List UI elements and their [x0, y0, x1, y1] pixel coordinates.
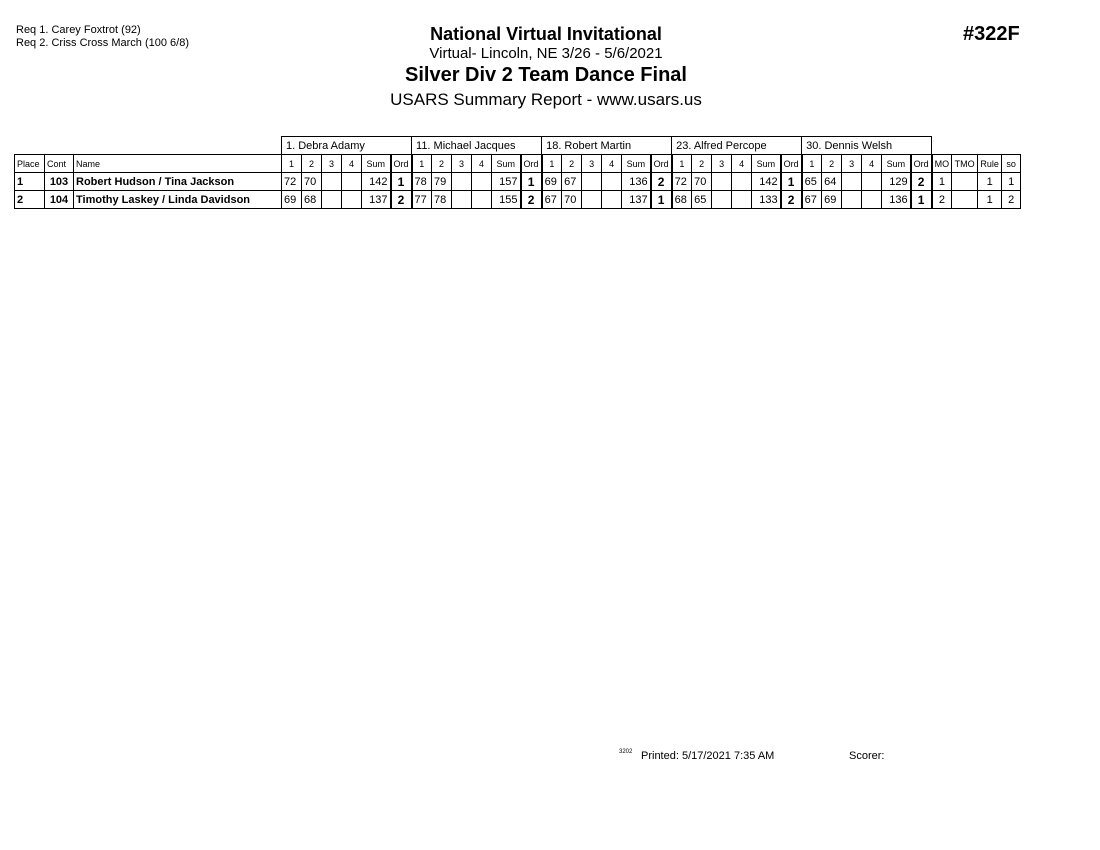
column-header: 1	[802, 155, 822, 173]
column-header: 2	[692, 155, 712, 173]
score-cell: 68	[672, 191, 692, 209]
ordinal-cell: 1	[911, 191, 932, 209]
summary-table	[14, 136, 1021, 209]
ordinal-cell: 1	[651, 191, 672, 209]
column-header: Ord	[911, 155, 932, 173]
sum-cell: 133	[752, 191, 781, 209]
column-header: Sum	[622, 155, 651, 173]
score-cell: 68	[302, 191, 322, 209]
column-header: 2	[432, 155, 452, 173]
score-cell	[472, 173, 492, 191]
event-number: #322F	[963, 23, 1020, 45]
judge-header-row	[15, 137, 1021, 155]
contestant-number-cell: 103	[45, 173, 74, 191]
ordinal-cell: 2	[651, 173, 672, 191]
column-header: MO	[932, 155, 952, 173]
score-cell: 77	[412, 191, 432, 209]
tally-cell: 2	[1002, 191, 1021, 209]
judge-name: 1. Debra Adamy	[282, 137, 412, 155]
sum-cell: 129	[882, 173, 911, 191]
judge-name: 30. Dennis Welsh	[802, 137, 932, 155]
column-header: 2	[822, 155, 842, 173]
table-row	[15, 173, 1021, 191]
ordinal-cell: 1	[521, 173, 542, 191]
requirement-1: Req 1. Carey Foxtrot (92)	[16, 24, 141, 36]
sum-cell: 157	[492, 173, 521, 191]
score-cell	[582, 173, 602, 191]
report-title: USARS Summary Report - www.usars.us	[390, 90, 702, 109]
score-cell	[842, 173, 862, 191]
column-header: Ord	[781, 155, 802, 173]
column-header: 3	[452, 155, 472, 173]
score-cell	[712, 173, 732, 191]
column-header: 4	[862, 155, 882, 173]
column-header: 4	[602, 155, 622, 173]
printed-timestamp: Printed: 5/17/2021 7:35 AM	[641, 750, 775, 762]
column-header: TMO	[952, 155, 978, 173]
column-header: 4	[732, 155, 752, 173]
judge-name: 23. Alfred Percope	[672, 137, 802, 155]
tally-cell	[952, 173, 978, 191]
score-cell: 64	[822, 173, 842, 191]
tally-cell: 1	[932, 173, 952, 191]
column-header: Sum	[882, 155, 911, 173]
column-header: Sum	[492, 155, 521, 173]
column-header: Cont	[45, 155, 74, 173]
ordinal-cell: 1	[391, 173, 412, 191]
tally-cell: 1	[978, 191, 1002, 209]
sum-cell: 142	[752, 173, 781, 191]
column-header: 1	[412, 155, 432, 173]
ordinal-cell: 2	[781, 191, 802, 209]
score-cell: 67	[542, 191, 562, 209]
score-cell: 67	[802, 191, 822, 209]
column-header: Ord	[391, 155, 412, 173]
sum-cell: 137	[362, 191, 391, 209]
score-cell: 70	[302, 173, 322, 191]
column-header: Sum	[752, 155, 781, 173]
score-cell: 72	[672, 173, 692, 191]
score-cell: 72	[282, 173, 302, 191]
score-cell	[472, 191, 492, 209]
score-cell	[842, 191, 862, 209]
score-cell: 69	[542, 173, 562, 191]
column-header-row	[15, 155, 1021, 173]
score-cell: 69	[822, 191, 842, 209]
column-header: 3	[582, 155, 602, 173]
column-header: 3	[712, 155, 732, 173]
score-cell: 65	[802, 173, 822, 191]
contestant-name-cell: Timothy Laskey / Linda Davidson	[74, 191, 282, 209]
column-header: Sum	[362, 155, 391, 173]
score-cell	[862, 191, 882, 209]
score-cell	[322, 173, 342, 191]
column-header: 4	[342, 155, 362, 173]
scorer-label: Scorer:	[849, 750, 885, 762]
score-cell	[602, 191, 622, 209]
score-cell	[862, 173, 882, 191]
ordinal-cell: 2	[391, 191, 412, 209]
sum-cell: 136	[882, 191, 911, 209]
score-cell: 70	[692, 173, 712, 191]
column-header: 4	[472, 155, 492, 173]
judge-name: 11. Michael Jacques	[412, 137, 542, 155]
event-title: Silver Div 2 Team Dance Final	[405, 64, 687, 86]
score-cell	[322, 191, 342, 209]
column-header: Ord	[521, 155, 542, 173]
ordinal-cell: 2	[911, 173, 932, 191]
report-code: 3202	[619, 749, 633, 755]
ordinal-cell: 2	[521, 191, 542, 209]
score-cell: 69	[282, 191, 302, 209]
requirement-2: Req 2. Criss Cross March (100 6/8)	[16, 37, 189, 49]
column-header: Ord	[651, 155, 672, 173]
table-row	[15, 191, 1021, 209]
score-cell	[342, 191, 362, 209]
tally-cell: 2	[932, 191, 952, 209]
score-cell	[732, 173, 752, 191]
sum-cell: 142	[362, 173, 391, 191]
tally-cell	[952, 191, 978, 209]
column-header: Name	[74, 155, 282, 173]
score-cell: 78	[412, 173, 432, 191]
place-cell: 1	[15, 173, 45, 191]
tally-cell: 1	[1002, 173, 1021, 191]
competition-location: Virtual- Lincoln, NE 3/26 - 5/6/2021	[429, 45, 663, 62]
tally-cell: 1	[978, 173, 1002, 191]
column-header: 2	[562, 155, 582, 173]
score-cell: 65	[692, 191, 712, 209]
column-header: 2	[302, 155, 322, 173]
contestant-number-cell: 104	[45, 191, 74, 209]
sum-cell: 155	[492, 191, 521, 209]
column-header: so	[1002, 155, 1021, 173]
score-cell	[452, 173, 472, 191]
score-cell	[582, 191, 602, 209]
sum-cell: 137	[622, 191, 651, 209]
column-header: Rule	[978, 155, 1002, 173]
judge-name: 18. Robert Martin	[542, 137, 672, 155]
score-cell	[342, 173, 362, 191]
column-header: 1	[672, 155, 692, 173]
contestant-name-cell: Robert Hudson / Tina Jackson	[74, 173, 282, 191]
column-header: 1	[282, 155, 302, 173]
score-cell: 79	[432, 173, 452, 191]
score-cell: 78	[432, 191, 452, 209]
sum-cell: 136	[622, 173, 651, 191]
column-header: 3	[842, 155, 862, 173]
ordinal-cell: 1	[781, 173, 802, 191]
column-header: 3	[322, 155, 342, 173]
score-cell	[452, 191, 472, 209]
score-cell: 70	[562, 191, 582, 209]
competition-title: National Virtual Invitational	[430, 24, 662, 44]
score-cell	[712, 191, 732, 209]
score-cell: 67	[562, 173, 582, 191]
score-cell	[602, 173, 622, 191]
score-cell	[732, 191, 752, 209]
column-header: Place	[15, 155, 45, 173]
column-header: 1	[542, 155, 562, 173]
place-cell: 2	[15, 191, 45, 209]
